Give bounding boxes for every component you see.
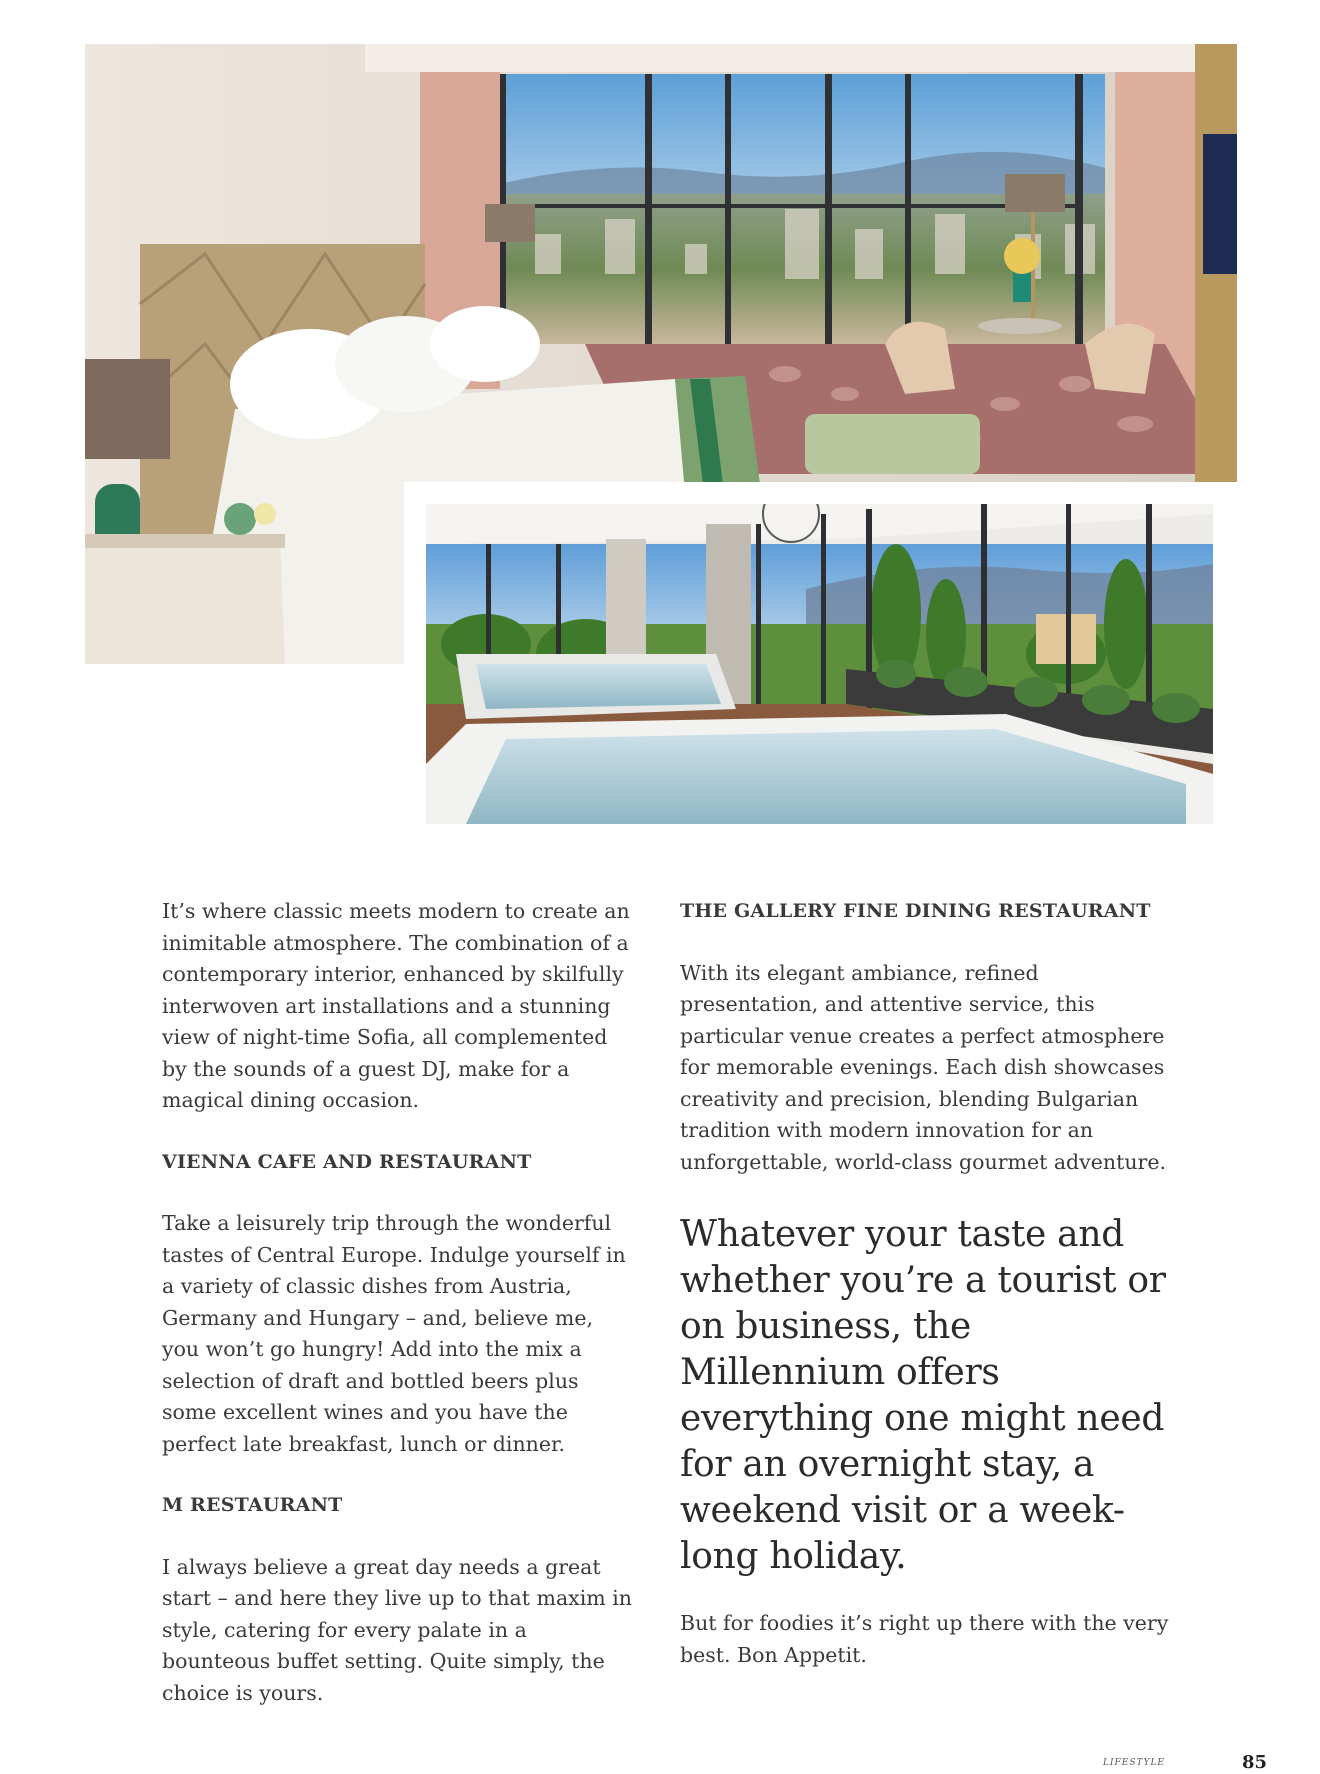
hotel-spa-photo [426,504,1213,824]
page-number: 85 [1241,1752,1267,1773]
closing-paragraph: But for foodies it’s right up there with the very best. Bon Appetit. [680,1611,1169,1667]
intro-paragraph: It’s where classic meets modern to create an inimitable atmosphere. The combination of a contemporary interior, enhanced by skilfully interwoven art installations and a stunning view of night-time Sofia, all complemented by the sounds of a guest DJ, make for a magical dining occasion. [162,899,630,1112]
vienna-cafe-paragraph: Take a leisurely trip through the wonderful tastes of Central Europe. Indulge yourself in a variety of classic dishes from Austria, Germany and Hungary – and, believe me, you won’t go hungry! Add into the mix a selection of draft and bottled beers plus some excellent wines and you have the perfect late breakfast, lunch or dinner. [162,1211,626,1456]
right-text-column [680,896,1180,1671]
m-restaurant-paragraph: I always believe a great day needs a great start – and here they live up to that maxim in style, catering for every palate in a bounteous buffet setting. Quite simply, the choice is yours. [162,1554,633,1705]
vienna-cafe-heading: VIENNA CAFE AND RESTAURANT [162,1150,532,1173]
gallery-restaurant-heading: THE GALLERY FINE DINING RESTAURANT [680,900,1151,922]
section-label: LIFESTYLE [1102,1758,1165,1768]
pull-quote: Whatever your taste and whether you’re a tourist or on business, the Millennium offers everything one might need for an overnight stay, a weekend visit or a week-long holiday. [680,1214,1166,1577]
gallery-restaurant-paragraph: With its elegant ambiance, refined presentation, and attentive service, this particular venue creates a perfect atmosphere for memorable evenings. Each dish showcases creativity and precision, blending Bulgarian tradition with modern innovation for an unforgettable, world-class gourmet adventure. [680,960,1166,1174]
left-text-column [162,896,632,1709]
m-restaurant-heading: M RESTAURANT [162,1494,343,1516]
